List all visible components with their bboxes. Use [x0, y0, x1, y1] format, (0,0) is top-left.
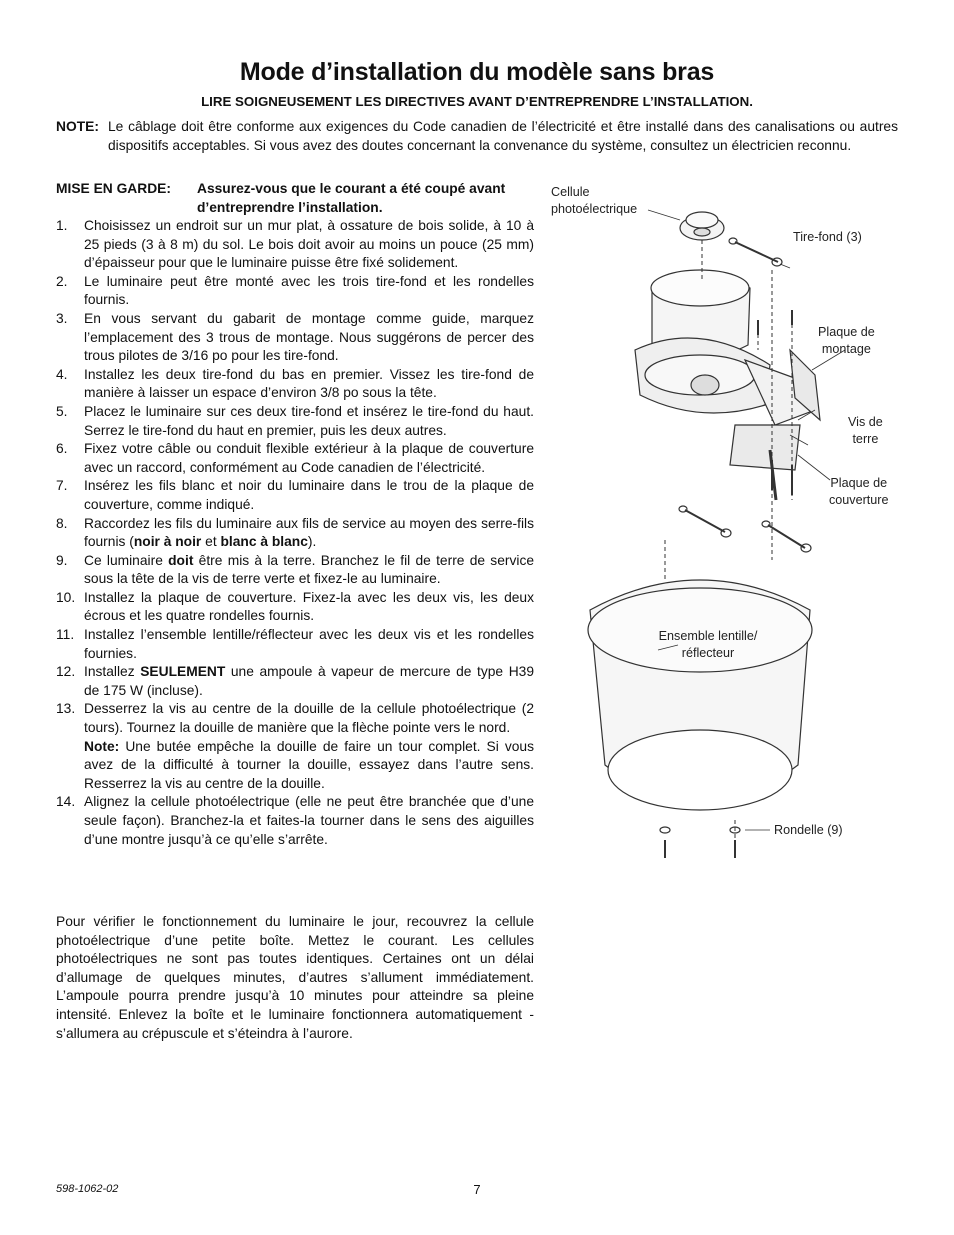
label-cover-plate-line1: Plaque de: [830, 476, 888, 490]
step-text: Insérez les fils blanc et noir du luminaire dans le trou de la plaque de couverture, comme indiqué.: [84, 478, 534, 512]
label-lens-reflector-line2: réflecteur: [681, 646, 735, 660]
photocell-drawing: [648, 210, 724, 240]
step-text: Desserrez la vis au centre de la douille de la cellule photoélectrique (2 tours). Tournez la douille de manière que la flèche pointe vers le nord.: [84, 701, 534, 736]
step-number: 14.: [56, 794, 76, 810]
step-item: [56, 515, 534, 552]
verify-paragraph: Pour vérifier le fonctionnement du luminaire le jour, recouvrez la cellule photoélectrique d’une petite boîte. Mettez le courant. Les cellules photoélectriques ne sont pas toutes identiques. Certaines ont un délai d’allumage de quelques minutes, d’autres s’allument immédiatement. L’ampoule pourra prendre jusqu’à 10 minutes pour atteindre sa pleine intensité. Enlevez la boîte et le luminaire fonctionnera automatiquement - s’allumera au crépuscule et s’éteindra à l’aurore.: [56, 914, 534, 1041]
step-text: Ce luminaire: [84, 552, 169, 568]
step-number: 3.: [56, 310, 68, 326]
label-photocell-line2: photoélectrique: [551, 202, 638, 216]
step-text: Choisissez un endroit sur un mur plat, à ossature de bois solide, à 10 à 25 pieds (3 à 8 m) du sol. Le bois doit avoir au moins un pouce (25 mm) d’épaisseur pour que le luminaire puisse être fixé solidement.: [84, 218, 534, 271]
step-number: 2.: [56, 273, 68, 289]
step-bold: doit: [168, 552, 194, 568]
step-number: 10.: [56, 589, 76, 605]
label-ground-screw: [848, 414, 883, 448]
step-text: une ampoule à vapeur de mercure de type H39 de 175 W (incluse).: [84, 664, 535, 698]
caution-block: [56, 180, 534, 217]
step-item: [56, 700, 534, 793]
note-label: NOTE:: [56, 119, 99, 134]
step-item: [56, 552, 534, 589]
step-text: Fixez votre câble ou conduit flexible extérieur à la plaque de couverture avec un raccord, conformément au Code canadien de l’électricité.: [84, 441, 534, 475]
step-number: 11.: [56, 627, 75, 643]
housing-drawing: [635, 270, 815, 425]
step-number: 9.: [56, 552, 68, 568]
step-text: Installez les deux tire-fond du bas en premier. Vissez les tire-fond de manière à laisser un espace d’environ 3/8 po sous la tête.: [84, 366, 534, 401]
fixture-exploded-diagram: [540, 180, 870, 870]
step-text: Installez l’ensemble lentille/réflecteur avec les deux vis et les rondelles fournies.: [84, 627, 534, 661]
note-text: Le câblage doit être conforme aux exigences du Code canadien de l’électricité et être installé dans des canalisations ou autres dispositifs acceptables. Si vous avez des doutes concernant la convenance du système, consultez un électricien reconnu.: [108, 119, 898, 153]
step-item: [56, 477, 534, 514]
step-text: ).: [307, 534, 317, 550]
step-number: 13.: [56, 701, 76, 717]
step-text: Installez: [84, 664, 141, 680]
step-note-text: Une butée empêche la douille de faire un tour complet. Si vous avez de la difficulté à tourner la douille, essayez dans l’autre sens. Resserrez la vis au centre de la douille.: [84, 738, 534, 791]
label-lag-bolt: Tire-fond (3): [793, 230, 862, 244]
step-item: [56, 626, 534, 663]
step-number: 1.: [56, 218, 68, 233]
step-text: Alignez la cellule photoélectrique (elle ne peut être branchée que d’une seule façon). Branchez-la et faites-la tourner dans le sens des aiguilles d’une montre jusqu’à ce qu’elle s’arrête.: [84, 794, 534, 847]
step-text: Placez le luminaire sur ces deux tire-fond et insérez le tire-fond du haut. Serrez le tire-fond du haut en premier, puis les deux autres.: [84, 403, 534, 438]
caution-text: Assurez-vous que le courant a été coupé avant d’entreprendre l’installation.: [197, 181, 506, 215]
label-lens-reflector: [652, 628, 764, 662]
label-mounting-plate: [818, 324, 875, 358]
step-item: [56, 440, 534, 477]
step-item: [56, 589, 534, 626]
step-number: 8.: [56, 515, 68, 531]
step-text: Raccordez les fils du luminaire aux fils de service au moyen des serre-fils fournis (: [84, 515, 534, 550]
step-number: 6.: [56, 441, 68, 457]
step-item: [56, 403, 534, 440]
document-code: 598-1062-02: [56, 1183, 119, 1195]
step-item: [56, 310, 534, 366]
bottom-screws: [660, 827, 770, 858]
step-bold: noir à noir: [133, 534, 202, 550]
step-text: En vous servant du gabarit de montage comme guide, marquez l’emplacement des 3 trous de montage. Nous suggérons de percer des trous pilotes de 3/16 po pour les tire-fond.: [84, 310, 534, 364]
page-title: Mode d’installation du modèle sans bras: [239, 58, 715, 86]
step-text: Le luminaire peut être monté avec les trois tire-fond et les rondelles fournis.: [84, 273, 534, 308]
label-photocell: [551, 184, 637, 218]
step-bold: blanc à blanc: [220, 534, 308, 550]
installation-steps: [56, 217, 534, 849]
label-photocell-line1: Cellule: [551, 185, 590, 199]
label-lens-reflector-line1: Ensemble lentille/: [658, 629, 758, 643]
step-text: et: [201, 534, 221, 550]
page-number: 7: [473, 1182, 481, 1197]
step-number: 7.: [56, 478, 68, 494]
step-number: 12.: [56, 664, 76, 680]
step-number: 5.: [56, 403, 68, 419]
note-block: [56, 118, 898, 155]
label-mounting-plate-line1: Plaque de: [818, 325, 875, 339]
label-cover-plate-line2: couverture: [829, 493, 889, 507]
step-number: 4.: [56, 366, 68, 382]
label-ground-screw-line2: terre: [852, 432, 879, 446]
step-item: [56, 663, 534, 700]
step-item: [56, 273, 534, 310]
reflector-drawing: [588, 580, 812, 810]
label-washer: Rondelle (9): [774, 823, 843, 837]
step-bold: SEULEMENT: [140, 664, 226, 680]
caution-label: MISE EN GARDE:: [56, 181, 171, 196]
step-item: [56, 366, 534, 403]
step-item: [56, 793, 534, 849]
label-mounting-plate-line2: montage: [821, 342, 871, 356]
page-subtitle: LIRE SOIGNEUSEMENT LES DIRECTIVES AVANT D’ENTREPRENDRE L’INSTALLATION.: [201, 94, 753, 109]
step-note-label: Note:: [84, 738, 120, 754]
step-note: [84, 738, 534, 794]
lag-bolt-top: [729, 238, 790, 268]
step-text: être mis à la terre. Branchez le fil de terre de service sous la tête de la vis de terre verte et fixez-le au luminaire.: [84, 552, 535, 587]
label-cover-plate: [829, 475, 889, 509]
label-ground-screw-line1: Vis de: [848, 415, 883, 429]
step-text: Installez la plaque de couverture. Fixez-la avec les deux vis, les deux écrous et les quatre rondelles fournis.: [84, 589, 534, 624]
step-item: [56, 217, 534, 273]
